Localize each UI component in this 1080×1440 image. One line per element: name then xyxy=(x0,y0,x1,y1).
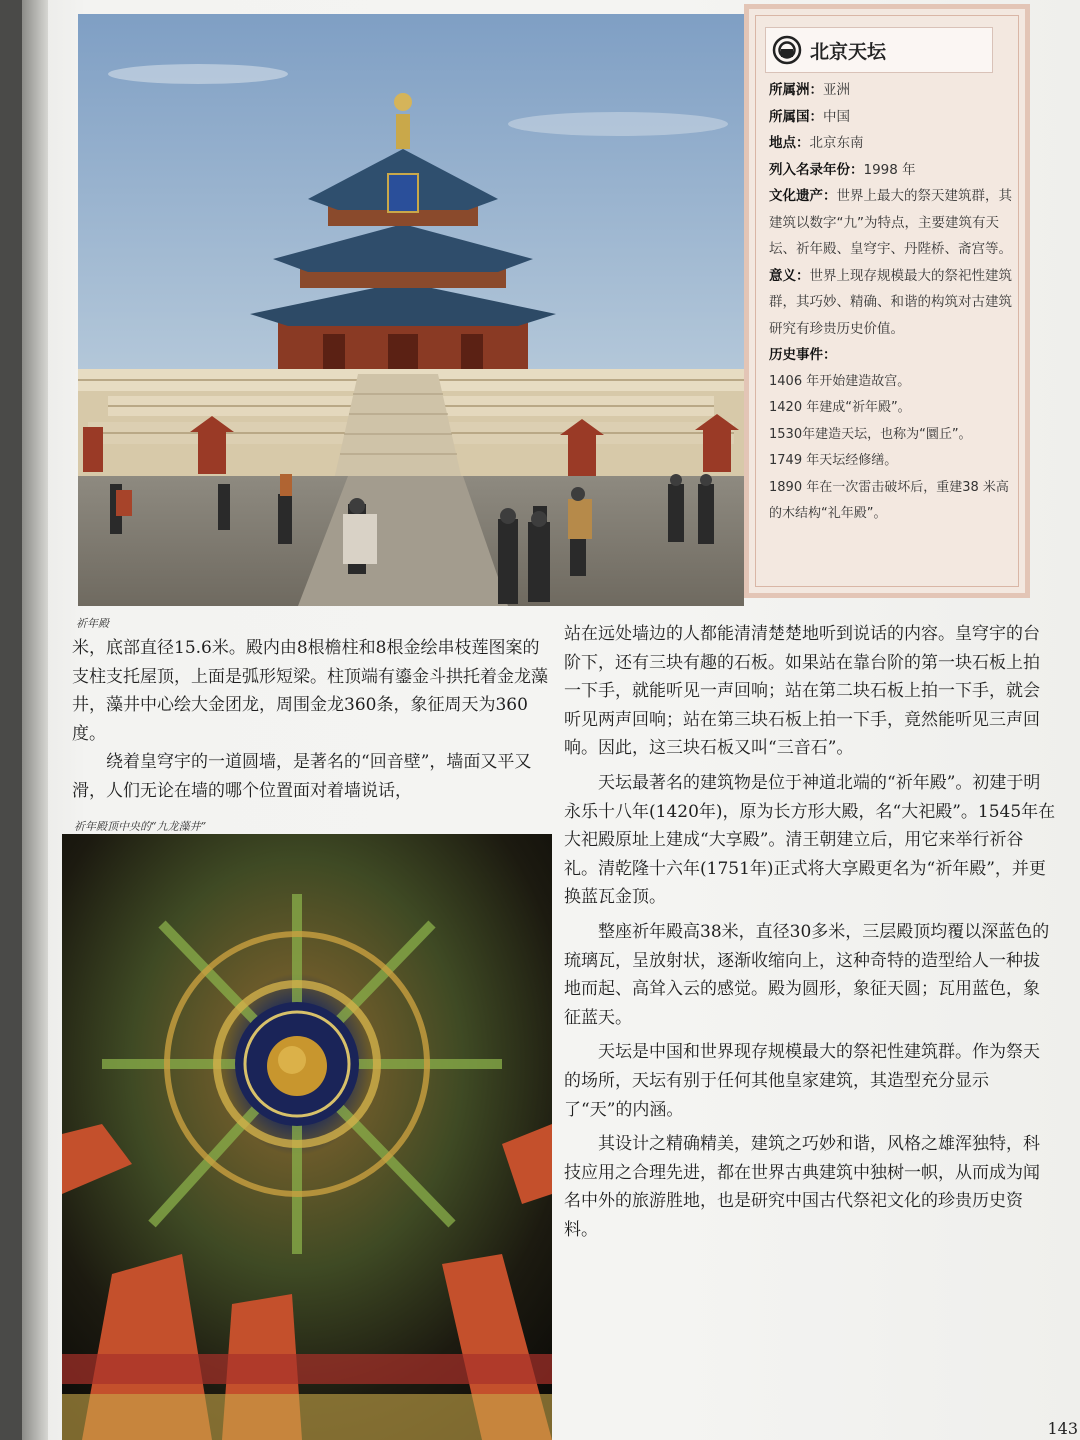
caisson-ceiling-photo xyxy=(62,834,552,1440)
location-label: 地点： xyxy=(769,135,810,151)
heritage-label: 文化遗产： xyxy=(769,188,837,204)
year-value: 1998 年 xyxy=(863,161,916,178)
year-label: 列入名录年份： xyxy=(769,161,864,178)
heritage-row xyxy=(769,183,1021,263)
continent-label: 所属洲： xyxy=(769,82,823,98)
temple-photo xyxy=(78,14,744,606)
event-item: 1420 年建成“祈年殿”。 xyxy=(769,400,911,415)
country-label: 所属国： xyxy=(769,108,823,125)
paragraph: 天坛最著名的建筑物是位于神道北端的“祈年殿”。初建于明永乐十八年(1420年)，原为长方形大殿，名“大祀殿”。1545年在大祀殿原址上建成“大享殿”。清王朝建立后，用它来举行祈谷礼。清乾隆十六年(1751年)正式将大享殿更名为“祈年殿”，并更换蓝瓦金顶。 xyxy=(564,772,1056,908)
info-title-bar xyxy=(765,27,993,73)
info-title: 北京天坛 xyxy=(810,40,887,63)
country-row xyxy=(769,104,1021,131)
event-item: 1890 年在一次雷击破坏后，重建38 米高的木结构“礼年殿”。 xyxy=(769,479,1009,521)
info-box xyxy=(744,4,1030,598)
temple-illustration xyxy=(78,14,744,606)
country-value: 中国 xyxy=(823,108,850,125)
meaning-label: 意义： xyxy=(769,267,810,284)
page-number: 143 xyxy=(1047,1419,1078,1438)
heritage-value: 世界上最大的祭天建筑群，其建筑以数字“九”为特点，主要建筑有天坛、祈年殿、皇穹宇、丹陛桥、斋宫等。 xyxy=(769,188,1012,257)
paragraph: 整座祈年殿高38米，直径30多米，三层殿顶均覆以深蓝色的琉璃瓦，呈放射状，逐渐收缩向上，这种奇特的造型给人一种拔地而起、高耸入云的感觉。殿为圆形，象征天圆；瓦用蓝色，象征蓝天。 xyxy=(564,921,1050,1028)
caisson-illustration xyxy=(62,834,552,1440)
photo-caption: 祈年殿顶中央的“九龙藻井” xyxy=(74,820,207,833)
right-column-text xyxy=(564,620,1056,1244)
meaning-value: 世界上现存规模最大的祭祀性建筑群，其巧妙、精确、和谐的构筑对古建筑研究有珍贵历史价值。 xyxy=(769,267,1012,337)
event-item: 1749 年天坛经修缮。 xyxy=(769,453,898,468)
paragraph: 其设计之精确精美，建筑之巧妙和谐，风格之雄浑独特，科技应用之合理先进，都在世界古典建筑中独树一帜，从而成为闻名中外的旅游胜地，也是研究中国古代祭祀文化的珍贵历史资料。 xyxy=(564,1134,1040,1240)
location-value: 北京东南 xyxy=(809,135,864,151)
paragraph: 绕着皇穹宇的一道圆墙，是著名的“回音壁”，墙面又平又滑，人们无论在墙的哪个位置面对着墙说话， xyxy=(72,752,532,801)
location-row xyxy=(769,130,1021,157)
world-heritage-emblem-icon xyxy=(772,35,802,65)
event-item: 1530年建造天坛，也称为“圜丘”。 xyxy=(769,426,972,442)
page-binding-edge xyxy=(22,0,48,1440)
info-details xyxy=(769,77,1021,528)
paragraph: 米，底部直径15.6米。殿内由8根檐柱和8根金绘串枝莲图案的支柱支托屋顶，上面是弧形短梁。柱顶端有鎏金斗拱托着金龙藻井，藻井中心绘大金团龙，周围金龙360条，象征周天为360度。 xyxy=(72,638,548,744)
paragraph: 天坛是中国和世界现存规模最大的祭祀性建筑群。作为祭天的场所，天坛有别于任何其他皇家建筑，其造型充分显示了“天”的内涵。 xyxy=(564,1042,1040,1120)
meaning-row xyxy=(769,263,1021,343)
events-label: 历史事件： xyxy=(769,347,837,363)
year-row xyxy=(769,157,1021,184)
event-item: 1406 年开始建造故宫。 xyxy=(769,373,911,389)
continent-value: 亚洲 xyxy=(823,82,850,98)
left-column-text xyxy=(72,634,556,806)
continent-row xyxy=(769,77,1021,104)
paragraph: 站在远处墙边的人都能清清楚楚地听到说话的内容。皇穹宇的台阶下，还有三块有趣的石板。如果站在靠台阶的第一块石板上拍一下手，就能听见一声回响；站在第二块石板上拍一下手，就会听见两声回响；站在第三块石板上拍一下手，竟然能听见三声回响。因此，这三块石板又叫“三音石”。 xyxy=(564,624,1040,759)
photo-caption: 祈年殿 xyxy=(76,617,109,630)
